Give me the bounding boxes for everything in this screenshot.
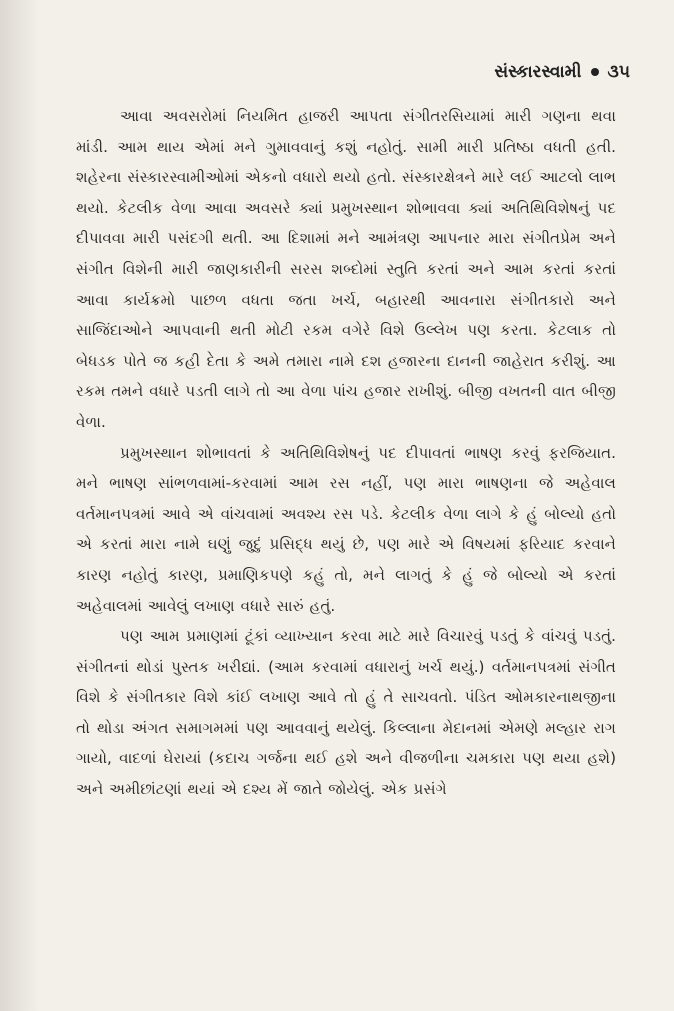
paragraph-3: પણ આમ પ્રમાણમાં ટૂંકાં વ્યાખ્યાન કરવા માટે મારે વિચારવું પડતું કે વાંચવું પડતું. સંગીતનાં થોડાં પુસ્તક ખરીદ્યાં. (આમ કરવામાં વધારાનું ખર્ચ થયું.) વર્તમાનપત્રમાં સંગીત વિશે કે સંગીતકાર વિશે કાંઈ લખાણ આવે તો હું તે સાચવતો. પંડિત ઓમકારનાથજીના તો થોડા અંગત સમાગમમાં પણ આવવાનું થયેલું. કિલ્લાના મેદાનમાં એમણે મલ્હાર રાગ ગાયો, વાદળાં ઘેરાયાં (કદાચ ગર્જના થઈ હશે અને વીજળીના ચમકારા પણ થયા હશે) અને અમીછાંટણાં થયાં એ દશ્ય મેં જાતે જોયેલું. એક પ્રસંગે <box>76 627 616 799</box>
paragraph-1: આવા અવસરોમાં નિયમિત હાજરી આપતા સંગીતરસિયામાં મારી ગણના થવા માંડી. આમ થાય એમાં મને ગુમાવવાનું કશું નહોતું. સામી મારી પ્રતિષ્ઠા વધતી હતી. શહેરના સંસ્કારસ્વામીઓમાં એકનો વધારો થયો હતો. સંસ્કારક્ષેત્રને મારે લઈ આટલો લાભ થયો. કેટલીક વેળા આવા અવસરે ક્યાં પ્રમુખસ્થાન શોભાવવા ક્યાં અતિથિવિશેષનું પદ દીપાવવા મારી પસંદગી થતી. આ દિશામાં મને આમંત્રણ આપનાર મારા સંગીતપ્રેમ અને સંગીત વિશેની મારી જાણકારીની સરસ શબ્દોમાં સ્તુતિ કરતાં અને આમ કરતાં કરતાં આવા કાર્યક્રમો પાછળ વધતા જતા ખર્ચ, બહારથી આવનારા સંગીતકારો અને સાજિંદાઓને આપવાની થતી મોટી રકમ વગેરે વિશે ઉલ્લેખ પણ કરતા. કેટલાક તો બેધડક પોતે જ કહી દેતા કે અમે તમારા નામે દશ હજારના દાનની જાહેરાત કરીશું. આ રકમ તમને વધારે પડતી લાગે તો આ વેળા પાંચ હજાર રાખીશું. બીજી વખતની વાત બીજી વેળા. <box>76 107 616 431</box>
page-binding-shadow <box>0 0 40 1011</box>
paragraph-2: પ્રમુખસ્થાન શોભાવતાં કે અતિથિવિશેષનું પદ દીપાવતાં ભાષણ કરવું ફરજિયાત. મને ભાષણ સાંભળવામાં-કરવામાં આમ રસ નહીં, પણ મારા ભાષણના જે અહેવાલ વર્તમાનપત્રમાં આવે એ વાંચવામાં અવશ્ય રસ પડે. કેટલીક વેળા લાગે કે હું બોલ્યો હતો એ કરતાં મારા નામે ઘણું જુદું પ્રસિદ્ધ થયું છે, પણ મારે એ વિષયમાં ફરિયાદ કરવાને કારણ નહોતું કારણ, પ્રમાણિકપણે કહું તો, મને લાગતું કે હું જે બોલ્યો એ કરતાં અહેવાલમાં આવેલું લખાણ વધારે સારું હતું. <box>76 443 616 615</box>
page-number: ૩૫ <box>607 62 630 82</box>
bullet-separator <box>591 68 599 76</box>
running-head <box>494 57 630 87</box>
running-head-title: સંસ્કારસ્વામી <box>494 62 582 82</box>
body-text <box>76 101 616 805</box>
